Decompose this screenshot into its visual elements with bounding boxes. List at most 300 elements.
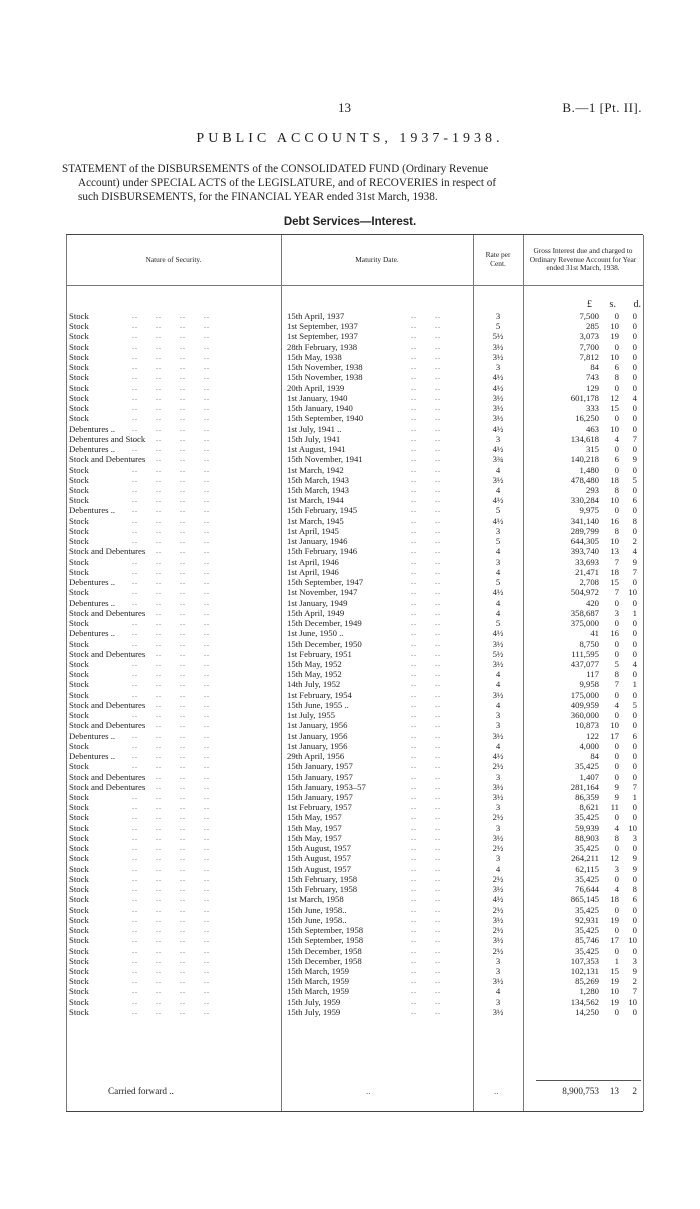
maturity-date: 15th May, 1957 <box>287 822 342 833</box>
interest-shillings: 0 <box>614 925 619 936</box>
interest-pounds: 1,407 <box>579 771 599 782</box>
interest-shillings: 3 <box>614 607 619 618</box>
interest-shillings: 0 <box>614 444 619 455</box>
interest-shillings: 0 <box>614 689 619 700</box>
table-row <box>66 516 643 526</box>
interest-shillings: 12 <box>610 853 619 864</box>
interest-shillings: 0 <box>614 464 619 475</box>
security-nature: Stock <box>69 638 89 649</box>
rate-per-cent: 2½ <box>492 925 504 936</box>
table-row <box>66 956 643 966</box>
table-row <box>66 710 643 720</box>
interest-pounds: 16,250 <box>575 413 599 424</box>
interest-shillings: 10 <box>610 495 619 506</box>
interest-pence: 7 <box>632 781 637 792</box>
rate-per-cent: 3½ <box>492 935 504 946</box>
unit-pence: d. <box>633 299 641 310</box>
interest-pounds: 341,140 <box>570 515 599 526</box>
interest-pounds: 409,959 <box>570 699 599 710</box>
interest-pounds: 375,000 <box>570 618 599 629</box>
interest-pounds: 21,471 <box>575 566 599 577</box>
interest-shillings: 15 <box>610 577 619 588</box>
table-row <box>66 608 643 618</box>
maturity-date: 15th January, 1957 <box>287 792 353 803</box>
interest-shillings: 12 <box>610 392 619 403</box>
interest-pence: 5 <box>632 699 637 710</box>
interest-shillings: 0 <box>614 761 619 772</box>
interest-pence: 0 <box>632 403 637 414</box>
rate-per-cent: 4½ <box>492 423 504 434</box>
interest-pounds: 86,359 <box>575 792 599 803</box>
interest-shillings: 11 <box>610 802 619 813</box>
interest-pounds: 92,931 <box>575 914 599 925</box>
maturity-date: 1st January, 1946 <box>287 536 348 547</box>
rate-per-cent: 3 <box>495 955 501 966</box>
table-row <box>66 413 643 423</box>
table-row <box>66 393 643 403</box>
interest-shillings: 10 <box>610 351 619 362</box>
rate-per-cent: 3½ <box>492 781 504 792</box>
table-row <box>66 874 643 884</box>
header-maturity-date: Maturity Date. <box>355 254 399 264</box>
table-row <box>66 567 643 577</box>
interest-pounds: 289,799 <box>570 525 599 536</box>
security-nature: Stock <box>69 996 89 1007</box>
security-nature: Stock <box>69 556 89 567</box>
rate-per-cent: 4 <box>495 986 501 997</box>
maturity-date: 15th March, 1943 <box>287 484 350 495</box>
maturity-date: 15th September, 1940 <box>287 413 364 424</box>
security-nature: Stock <box>69 812 89 823</box>
table-row <box>66 454 643 464</box>
rate-per-cent: 4½ <box>492 628 504 639</box>
maturity-date: 15th May, 1952 <box>287 669 342 680</box>
table-row <box>66 864 643 874</box>
maturity-date: 15th July, 1959 <box>287 1006 341 1017</box>
interest-shillings: 19 <box>610 976 619 987</box>
rate-per-cent: 2½ <box>492 904 504 915</box>
maturity-date: 28th February, 1938 <box>287 341 358 352</box>
security-nature: Stock <box>69 986 89 997</box>
security-nature: Stock <box>69 495 89 506</box>
maturity-date: 15th November, 1941 <box>287 454 363 465</box>
maturity-date: 1st February, 1954 <box>287 689 352 700</box>
interest-pounds: 134,562 <box>570 996 599 1007</box>
table-row <box>66 587 643 597</box>
interest-pounds: 35,425 <box>575 925 599 936</box>
security-nature: Stock <box>69 1006 89 1017</box>
interest-pence: 1 <box>632 792 637 803</box>
table-row <box>66 946 643 956</box>
interest-pence: 0 <box>632 444 637 455</box>
interest-pounds: 85,269 <box>575 976 599 987</box>
interest-pounds: 358,687 <box>570 607 599 618</box>
interest-pence: 1 <box>632 679 637 690</box>
interest-pounds: 35,425 <box>575 843 599 854</box>
interest-shillings: 7 <box>614 587 619 598</box>
security-nature: Stock <box>69 351 89 362</box>
interest-pence: 4 <box>632 546 637 557</box>
maturity-date: 1st April, 1946 <box>287 556 339 567</box>
interest-pounds: 35,425 <box>575 812 599 823</box>
interest-pence: 9 <box>632 853 637 864</box>
table-row <box>66 546 643 556</box>
security-nature: Stock <box>69 331 89 342</box>
interest-shillings: 10 <box>610 321 619 332</box>
interest-shillings: 16 <box>610 515 619 526</box>
interest-pounds: 85,746 <box>575 935 599 946</box>
interest-pounds: 7,812 <box>579 351 599 362</box>
rate-per-cent: 3½ <box>492 392 504 403</box>
table-row <box>66 444 643 454</box>
interest-pence: 0 <box>632 321 637 332</box>
rate-per-cent: 3 <box>495 362 501 373</box>
maturity-date: 1st March, 1958 <box>287 894 344 905</box>
interest-pence: 3 <box>632 832 637 843</box>
section-subheading: Debt Services—Interest. <box>283 216 417 228</box>
interest-pounds: 88,903 <box>575 832 599 843</box>
security-nature: Stock <box>69 853 89 864</box>
interest-pounds: 1,280 <box>579 986 599 997</box>
maturity-date: 15th January, 1940 <box>287 403 353 414</box>
rate-per-cent: 3¾ <box>492 454 504 465</box>
interest-shillings: 0 <box>614 638 619 649</box>
maturity-date: 1st February, 1951 <box>287 648 352 659</box>
interest-shillings: 18 <box>610 566 619 577</box>
interest-shillings: 13 <box>610 546 619 557</box>
interest-shillings: 0 <box>614 1006 619 1017</box>
table-row <box>66 577 643 587</box>
maturity-date: 15th May, 1952 <box>287 658 342 669</box>
table-row <box>66 925 643 935</box>
security-nature: Stock and Debentures <box>69 781 146 792</box>
maturity-date: 15th December, 1958 <box>287 945 362 956</box>
maturity-date: 15th March, 1959 <box>287 976 350 987</box>
interest-pounds: 7,700 <box>579 341 599 352</box>
rate-per-cent: 3½ <box>492 403 504 414</box>
rate-per-cent: 2½ <box>492 843 504 854</box>
maturity-date: 1st January, 1956 <box>287 740 348 751</box>
maturity-date: 15th January, 1953–57 <box>287 781 366 792</box>
security-nature: Stock <box>69 966 89 976</box>
total-rule <box>536 1080 641 1081</box>
security-nature: Stock <box>69 873 89 884</box>
maturity-date: 15th November, 1938 <box>287 362 363 373</box>
maturity-date: 15th February, 1946 <box>287 546 358 557</box>
interest-shillings: 4 <box>614 699 619 710</box>
security-nature: Stock <box>69 525 89 536</box>
interest-pounds: 264,211 <box>571 853 599 864</box>
security-nature: Stock <box>69 710 89 721</box>
rate-per-cent: 3 <box>495 966 501 976</box>
rate-per-cent: 4½ <box>492 894 504 905</box>
security-nature: Debentures .. <box>69 444 116 455</box>
interest-pounds: 8,621 <box>579 802 599 813</box>
table-row <box>66 536 643 546</box>
interest-shillings: 10 <box>610 423 619 434</box>
maturity-date: 1st January, 1956 <box>287 720 348 731</box>
maturity-date: 20th April, 1939 <box>287 382 345 393</box>
interest-pence: 0 <box>632 925 637 936</box>
maturity-date: 15th March, 1959 <box>287 986 350 997</box>
interest-pounds: 285 <box>585 321 599 332</box>
interest-shillings: 7 <box>614 679 619 690</box>
interest-shillings: 16 <box>610 628 619 639</box>
interest-pence: 0 <box>632 812 637 823</box>
security-nature: Stock <box>69 894 89 905</box>
interest-pence: 9 <box>632 863 637 874</box>
security-nature: Stock <box>69 321 89 332</box>
table-row <box>66 812 643 822</box>
maturity-date: 14th July, 1952 <box>287 679 341 690</box>
interest-pence: 9 <box>632 454 637 465</box>
interest-pounds: 59,939 <box>575 822 599 833</box>
interest-pence: 9 <box>632 966 637 976</box>
interest-pounds: 10,873 <box>575 720 599 731</box>
interest-shillings: 4 <box>614 884 619 895</box>
carried-forward-pounds: 8,900,753 <box>562 1086 599 1096</box>
interest-pounds: 33,693 <box>575 556 599 567</box>
interest-pence: 7 <box>632 433 637 444</box>
table-row <box>66 526 643 536</box>
interest-pence: 2 <box>632 976 637 987</box>
security-nature: Stock and Debentures <box>69 607 146 618</box>
interest-pounds: 8,750 <box>579 638 599 649</box>
interest-shillings: 0 <box>614 873 619 884</box>
rate-per-cent: 3½ <box>492 792 504 803</box>
security-nature: Stock <box>69 484 89 495</box>
security-nature: Stock <box>69 740 89 751</box>
interest-pounds: 122 <box>585 730 599 741</box>
security-nature: Stock and Debentures <box>69 699 146 710</box>
security-nature: Stock <box>69 935 89 946</box>
maturity-date: 15th August, 1957 <box>287 843 351 854</box>
interest-pounds: 420 <box>585 597 599 608</box>
interest-pounds: 743 <box>585 372 599 383</box>
interest-shillings: 15 <box>610 966 619 976</box>
interest-pence: 0 <box>632 351 637 362</box>
security-nature: Stock <box>69 822 89 833</box>
table-row <box>66 792 643 802</box>
interest-pence: 0 <box>632 525 637 536</box>
currency-units <box>551 299 641 310</box>
maturity-date: 15th January, 1957 <box>287 761 353 772</box>
interest-shillings: 0 <box>614 771 619 782</box>
table-row <box>66 843 643 853</box>
security-nature: Stock and Debentures <box>69 454 146 465</box>
interest-pounds: 437,077 <box>570 658 599 669</box>
maturity-date: 1st March, 1942 <box>287 464 344 475</box>
maturity-date: 1st November, 1947 <box>287 587 358 598</box>
rate-per-cent: 4 <box>495 484 501 495</box>
maturity-date: 1st January, 1956 <box>287 730 348 741</box>
interest-pounds: 84 <box>590 362 599 373</box>
table-row <box>66 905 643 915</box>
statement-heading <box>62 162 648 204</box>
security-nature: Stock <box>69 536 89 547</box>
maturity-date: 15th March, 1943 <box>287 474 350 485</box>
table-body <box>66 311 643 1017</box>
rate-per-cent: 4 <box>495 546 501 557</box>
maturity-date: 15th March, 1959 <box>287 966 350 976</box>
page-title: PUBLIC ACCOUNTS, 1937-1938. <box>196 131 504 146</box>
table-row <box>66 383 643 393</box>
rate-per-cent: 3½ <box>492 474 504 485</box>
table-row <box>66 331 643 341</box>
maturity-date: 1st February, 1957 <box>287 802 352 813</box>
rate-per-cent: 3½ <box>492 884 504 895</box>
rate-per-cent: 5 <box>495 618 501 629</box>
rate-per-cent: 3 <box>495 996 501 1007</box>
maturity-date: 15th July, 1941 <box>287 433 341 444</box>
interest-pounds: 4,000 <box>579 740 599 751</box>
rate-per-cent: 4 <box>495 464 501 475</box>
rate-per-cent: 3½ <box>492 341 504 352</box>
interest-pounds: 111,595 <box>571 648 599 659</box>
interest-pence: 6 <box>632 495 637 506</box>
security-nature: Stock <box>69 955 89 966</box>
interest-shillings: 6 <box>614 362 619 373</box>
rate-per-cent: 4 <box>495 699 501 710</box>
table-row <box>66 915 643 925</box>
maturity-date: 15th February, 1958 <box>287 884 358 895</box>
interest-pence: 4 <box>632 392 637 403</box>
interest-shillings: 19 <box>610 996 619 1007</box>
rate-per-cent: 3 <box>495 525 501 536</box>
interest-pounds: 62,115 <box>575 863 599 874</box>
interest-shillings: 19 <box>610 331 619 342</box>
rate-per-cent: 3½ <box>492 976 504 987</box>
maturity-date: 15th September, 1947 <box>287 577 364 588</box>
table-row <box>66 823 643 833</box>
interest-shillings: 4 <box>614 822 619 833</box>
table-row <box>66 720 643 730</box>
page-number: 13 <box>338 100 351 115</box>
rate-per-cent: 4 <box>495 597 501 608</box>
interest-pounds: 3,073 <box>579 331 599 342</box>
rate-per-cent: 3 <box>495 802 501 813</box>
security-nature: Stock <box>69 382 89 393</box>
interest-pounds: 333 <box>585 403 599 414</box>
maturity-date: 15th August, 1957 <box>287 853 351 864</box>
interest-pence: 0 <box>632 341 637 352</box>
interest-shillings: 8 <box>614 484 619 495</box>
rate-per-cent: 3½ <box>492 730 504 741</box>
interest-pence: 0 <box>632 362 637 373</box>
interest-pence: 0 <box>632 382 637 393</box>
table-row <box>66 403 643 413</box>
rate-per-cent: 4½ <box>492 444 504 455</box>
rate-per-cent: 3 <box>495 771 501 782</box>
interest-pence: 0 <box>632 413 637 424</box>
maturity-date: 15th February, 1958 <box>287 873 358 884</box>
maturity-date: 15th April, 1949 <box>287 607 345 618</box>
interest-shillings: 0 <box>614 904 619 915</box>
table-row <box>66 935 643 945</box>
security-nature: Stock <box>69 761 89 772</box>
rate-per-cent: 3 <box>495 433 501 444</box>
interest-shillings: 8 <box>614 525 619 536</box>
interest-shillings: 0 <box>614 843 619 854</box>
interest-shillings: 18 <box>610 474 619 485</box>
interest-shillings: 6 <box>614 454 619 465</box>
interest-pence: 0 <box>632 484 637 495</box>
table-row <box>66 649 643 659</box>
maturity-date: 15th June, 1955 .. <box>287 699 349 710</box>
maturity-date: 1st July, 1955 <box>287 710 335 721</box>
table-row <box>66 485 643 495</box>
header-rate: Rate per Cent. <box>485 250 511 268</box>
interest-pence: 0 <box>632 904 637 915</box>
rate-per-cent: 3½ <box>492 413 504 424</box>
rate-per-cent: 5½ <box>492 648 504 659</box>
interest-pounds: 330,284 <box>570 495 599 506</box>
security-nature: Stock <box>69 792 89 803</box>
security-nature: Stock <box>69 403 89 414</box>
security-nature: Stock and Debentures <box>69 771 146 782</box>
rate-per-cent: 2½ <box>492 945 504 956</box>
interest-shillings: 9 <box>614 792 619 803</box>
table-row <box>66 894 643 904</box>
rate-per-cent: 3 <box>495 720 501 731</box>
interest-pence: 0 <box>632 914 637 925</box>
table-row <box>66 700 643 710</box>
rate-per-cent: 4½ <box>492 382 504 393</box>
statement-line-2: Account) under SPECIAL ACTS of the LEGISLATURE, and of RECOVERIES in respect of <box>78 177 497 189</box>
carried-forward-pence: 2 <box>632 1086 637 1096</box>
security-nature: Stock <box>69 464 89 475</box>
rate-per-cent: 3½ <box>492 351 504 362</box>
security-nature: Stock <box>69 658 89 669</box>
interest-shillings: 0 <box>614 710 619 721</box>
table-row <box>66 853 643 863</box>
interest-shillings: 3 <box>614 863 619 874</box>
maturity-date: 15th February, 1945 <box>287 505 358 516</box>
table-row <box>66 557 643 567</box>
table-row <box>66 772 643 782</box>
interest-pounds: 9,975 <box>579 505 599 516</box>
maturity-date: 1st June, 1950 .. <box>287 628 344 639</box>
interest-pounds: 76,644 <box>575 884 599 895</box>
interest-pence: 0 <box>632 311 637 321</box>
interest-shillings: 8 <box>614 832 619 843</box>
interest-shillings: 4 <box>614 433 619 444</box>
maturity-date: 1st September, 1937 <box>287 331 358 342</box>
interest-shillings: 15 <box>610 403 619 414</box>
interest-pence: 0 <box>632 577 637 588</box>
interest-pounds: 107,353 <box>570 955 599 966</box>
interest-shillings: 0 <box>614 311 619 321</box>
interest-pounds: 35,425 <box>575 904 599 915</box>
interest-pence: 0 <box>632 720 637 731</box>
table-row <box>66 311 643 321</box>
maturity-date: 15th December, 1949 <box>287 618 362 629</box>
rate-per-cent: 3 <box>495 853 501 864</box>
security-nature: Stock <box>69 914 89 925</box>
maturity-date: 1st April, 1945 <box>287 525 339 536</box>
table-row <box>66 639 643 649</box>
rate-per-cent: 4½ <box>492 587 504 598</box>
table-row <box>66 362 643 372</box>
interest-pence: 7 <box>632 986 637 997</box>
table-border-right <box>643 235 644 1111</box>
interest-pence: 10 <box>628 996 637 1007</box>
interest-pounds: 140,218 <box>570 454 599 465</box>
security-nature: Stock <box>69 925 89 936</box>
maturity-date: 29th April, 1956 <box>287 751 345 762</box>
security-nature: Debentures .. <box>69 730 116 741</box>
security-nature: Stock <box>69 413 89 424</box>
